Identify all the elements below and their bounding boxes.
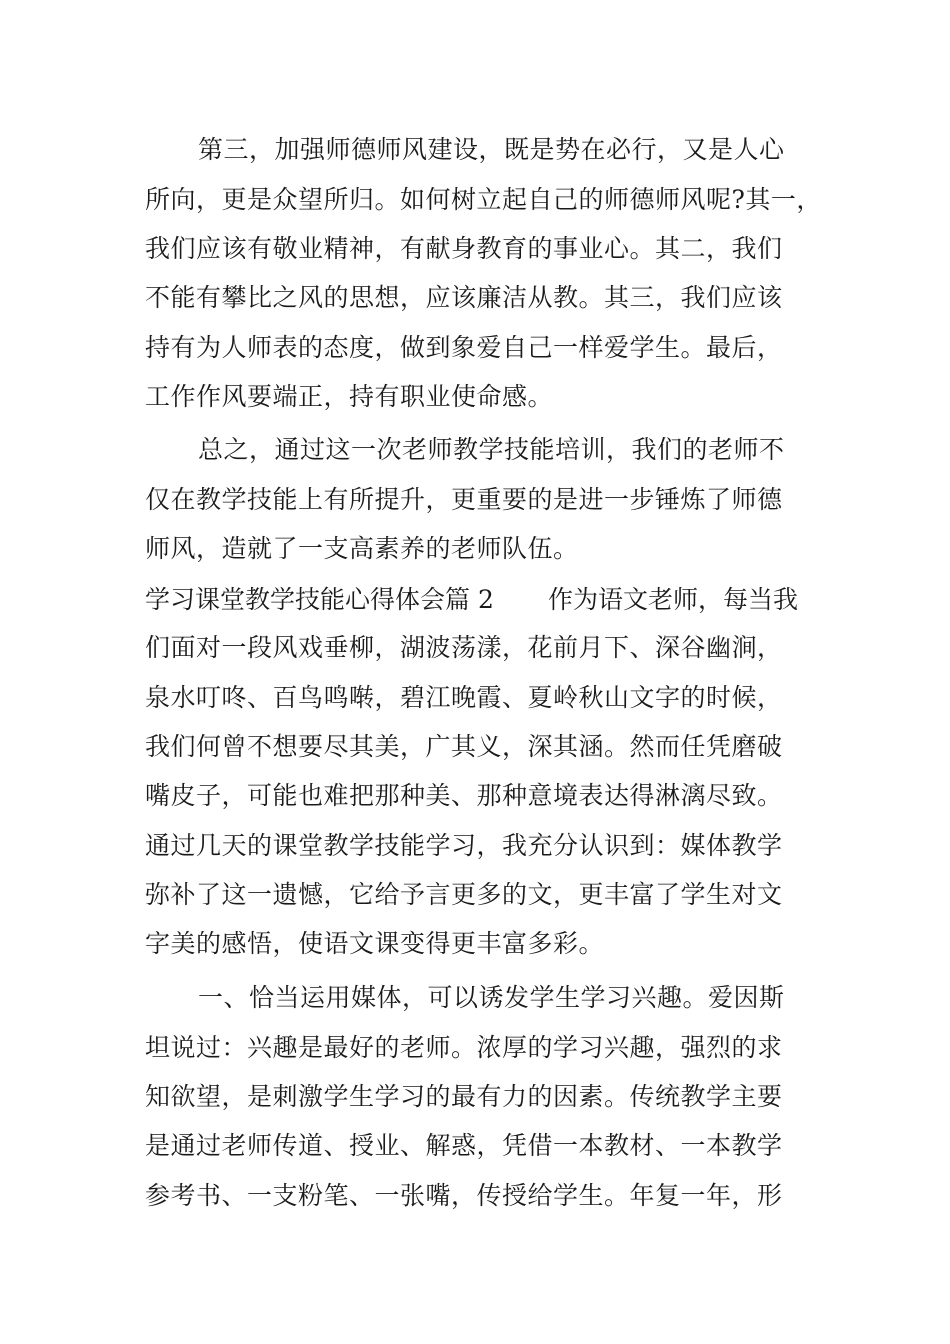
paragraph-3-line-2: 们面对一段风戏垂柳，湖波荡漾，花前月下、深谷幽涧， bbox=[145, 633, 783, 662]
paragraph-1-line-2: 所向，更是众望所归。如何树立起自己的师德师风呢?其一， bbox=[145, 185, 822, 214]
section-title: 学习课堂教学技能心得体会篇 2 bbox=[145, 585, 494, 614]
paragraph-2-line-1: 总之，通过这一次老师教学技能培训，我们的老师不 bbox=[198, 435, 785, 464]
paragraph-3-line-1: 作为语文老师，每当我 bbox=[548, 585, 799, 614]
paragraph-2-line-3: 师风，造就了一支高素养的老师队伍。 bbox=[145, 534, 579, 563]
paragraph-4-line-4: 是通过老师传道、授业、解惑，凭借一本教材、一本教学 bbox=[145, 1131, 783, 1160]
paragraph-1-line-4: 不能有攀比之风的思想，应该廉洁从教。其三，我们应该 bbox=[145, 283, 783, 312]
paragraph-1-line-6: 工作作风要端正，持有职业使命感。 bbox=[145, 382, 554, 411]
paragraph-4-line-1: 一、恰当运用媒体，可以诱发学生学习兴趣。爱因斯 bbox=[198, 983, 785, 1012]
paragraph-1-line-3: 我们应该有敬业精神，有献身教育的事业心。其二，我们 bbox=[145, 234, 783, 263]
paragraph-1-line-5: 持有为人师表的态度，做到象爱自己一样爱学生。最后， bbox=[145, 333, 783, 362]
paragraph-3-line-5: 嘴皮子，可能也难把那种美、那种意境表达得淋漓尽致。 bbox=[145, 781, 783, 810]
paragraph-3-line-3: 泉水叮咚、百鸟鸣啭，碧江晚霞、夏岭秋山文字的时候， bbox=[145, 683, 783, 712]
paragraph-2-line-2: 仅在教学技能上有所提升，更重要的是进一步锤炼了师德 bbox=[145, 485, 783, 514]
paragraph-3-line-6: 通过几天的课堂教学技能学习，我充分认识到：媒体教学 bbox=[145, 831, 783, 860]
paragraph-4-line-2: 坦说过：兴趣是最好的老师。浓厚的学习兴趣，强烈的求 bbox=[145, 1033, 783, 1062]
paragraph-3-line-4: 我们何曾不想要尽其美，广其义，深其涵。然而任凭磨破 bbox=[145, 732, 783, 761]
paragraph-1-line-1: 第三，加强师德师风建设，既是势在必行，又是人心 bbox=[198, 135, 785, 164]
section-heading-line bbox=[145, 580, 845, 620]
paragraph-3-line-7: 弥补了这一遗憾，它给予言更多的文，更丰富了学生对文 bbox=[145, 880, 783, 909]
paragraph-4-line-3: 知欲望，是刺激学生学习的最有力的因素。传统教学主要 bbox=[145, 1082, 783, 1111]
paragraph-4-line-5: 参考书、一支粉笔、一张嘴，传授给学生。年复一年，形 bbox=[145, 1181, 783, 1210]
paragraph-3-line-8: 字美的感悟，使语文课变得更丰富多彩。 bbox=[145, 929, 605, 958]
